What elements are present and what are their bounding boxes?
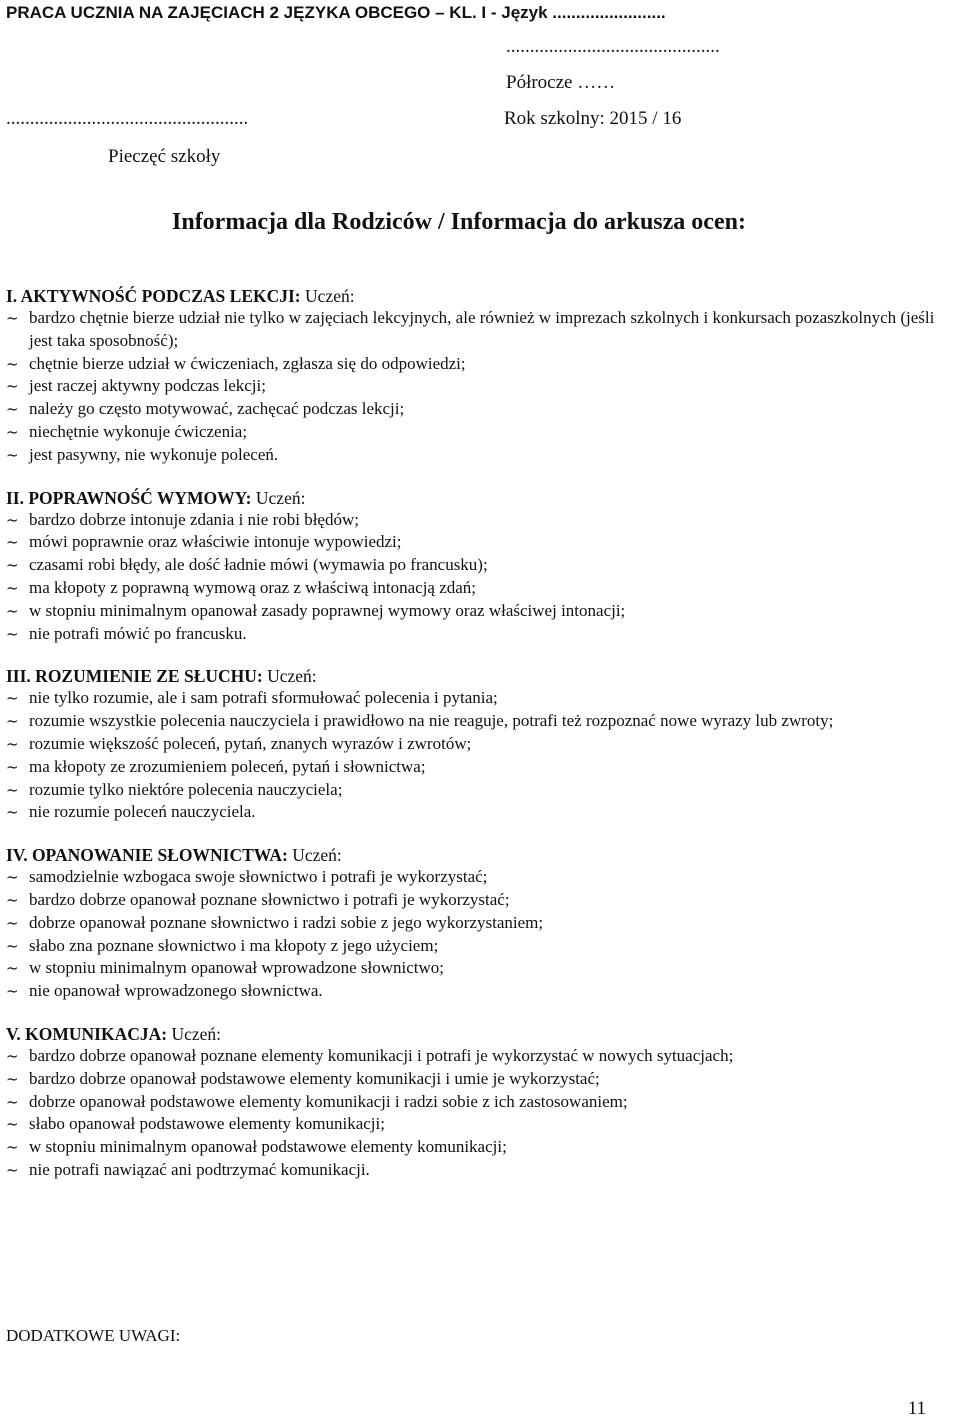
criterion-text: rozumie tylko niektóre polecenia nauczyciela; <box>29 779 343 799</box>
tilde-bullet-icon: ~ <box>6 712 19 731</box>
semester-label: Półrocze …… <box>506 72 616 93</box>
section-heading: II. POPRAWNOŚĆ WYMOWY: <box>6 487 252 508</box>
criteria-list <box>6 687 952 824</box>
tilde-bullet-icon: ~ <box>6 1092 19 1111</box>
list-item <box>6 307 952 353</box>
list-item <box>6 1136 952 1159</box>
section <box>6 665 952 824</box>
criterion-text: bardzo dobrze intonuje zdania i nie robi błędów; <box>29 509 359 529</box>
criterion-text: ma kłopoty z poprawną wymową oraz z właściwą intonacją zdań; <box>29 577 477 597</box>
tilde-bullet-icon: ~ <box>6 400 19 419</box>
criterion-text: nie potrafi nawiązać ani podtrzymać komunikacji. <box>29 1159 370 1179</box>
list-item <box>6 957 952 980</box>
tilde-bullet-icon: ~ <box>6 868 19 887</box>
section-heading: V. KOMUNIKACJA: <box>6 1023 168 1044</box>
criterion-text: słabo opanował podstawowe elementy komunikacji; <box>29 1114 385 1134</box>
tilde-bullet-icon: ~ <box>6 377 19 396</box>
tilde-bullet-icon: ~ <box>6 689 19 708</box>
section <box>6 1023 952 1182</box>
tilde-bullet-icon: ~ <box>6 445 19 464</box>
school-stamp-label: Pieczęć szkoły <box>108 146 221 167</box>
tilde-bullet-icon: ~ <box>6 803 19 822</box>
section-subject: Uczeń: <box>262 666 317 687</box>
tilde-bullet-icon: ~ <box>6 1069 19 1088</box>
list-item <box>6 756 952 779</box>
list-item <box>6 1068 952 1091</box>
list-item <box>6 710 952 733</box>
criteria-list <box>6 307 952 467</box>
section <box>6 487 952 646</box>
criterion-text: czasami robi błędy, ale dość ładnie mówi (wymawia po francusku); <box>29 555 488 575</box>
tilde-bullet-icon: ~ <box>6 1160 19 1179</box>
list-item <box>6 398 952 421</box>
criteria-list <box>6 509 952 646</box>
list-item <box>6 779 952 802</box>
assessment-sections <box>6 285 952 1202</box>
criterion-text: bardzo dobrze opanował poznane słownictwo i potrafi je wykorzystać; <box>29 889 510 909</box>
dotted-line-left: ................................................... <box>6 108 249 129</box>
tilde-bullet-icon: ~ <box>6 890 19 909</box>
criterion-text: chętnie bierze udział w ćwiczeniach, zgłasza się do odpowiedzi; <box>29 353 466 373</box>
list-item <box>6 1045 952 1068</box>
criterion-text: bardzo chętnie bierze udział nie tylko w zajęciach lekcyjnych, ale również w imprezach szkolnych i konkursach pozaszkolnych (jeśli jest taka sposobność); <box>29 308 935 350</box>
tilde-bullet-icon: ~ <box>6 601 19 620</box>
section-subject: Uczeń: <box>251 487 306 508</box>
section-subject: Uczeń: <box>167 1023 222 1044</box>
criterion-text: nie potrafi mówić po francusku. <box>29 623 247 643</box>
section-title <box>6 1023 952 1045</box>
tilde-bullet-icon: ~ <box>6 1115 19 1134</box>
criterion-text: samodzielnie wzbogaca swoje słownictwo i potrafi je wykorzystać; <box>29 867 488 887</box>
section-title <box>6 844 952 866</box>
list-item <box>6 935 952 958</box>
list-item <box>6 1113 952 1136</box>
list-item <box>6 733 952 756</box>
school-year-label: Rok szkolny: 2015 / 16 <box>504 108 682 129</box>
section-title <box>6 285 952 307</box>
criterion-text: bardzo dobrze opanował podstawowe elementy komunikacji i umie je wykorzystać; <box>29 1068 600 1088</box>
section-heading: IV. OPANOWANIE SŁOWNICTWA: <box>6 845 288 866</box>
tilde-bullet-icon: ~ <box>6 734 19 753</box>
criterion-text: słabo zna poznane słownictwo i ma kłopoty z jego użyciem; <box>29 935 439 955</box>
list-item <box>6 801 952 824</box>
info-title: Informacja dla Rodziców / Informacja do arkusza ocen: <box>172 209 746 235</box>
tilde-bullet-icon: ~ <box>6 1138 19 1157</box>
criterion-text: nie rozumie poleceń nauczyciela. <box>29 802 256 822</box>
criterion-text: bardzo dobrze opanował poznane elementy komunikacji i potrafi je wykorzystać w nowych sytuacjach; <box>29 1045 734 1065</box>
list-item <box>6 980 952 1003</box>
section-title <box>6 665 952 687</box>
criterion-text: nie tylko rozumie, ale i sam potrafi sformułować polecenia i pytania; <box>29 688 498 708</box>
list-item <box>6 600 952 623</box>
tilde-bullet-icon: ~ <box>6 959 19 978</box>
criterion-text: rozumie większość poleceń, pytań, znanych wyrazów i zwrotów; <box>29 733 472 753</box>
section-subject: Uczeń: <box>300 286 355 306</box>
tilde-bullet-icon: ~ <box>6 982 19 1001</box>
tilde-bullet-icon: ~ <box>6 936 19 955</box>
criterion-text: nie opanował wprowadzonego słownictwa. <box>29 981 323 1001</box>
criterion-text: w stopniu minimalnym opanował podstawowe elementy komunikacji; <box>29 1137 507 1157</box>
list-item <box>6 554 952 577</box>
criterion-text: w stopniu minimalnym opanował wprowadzone słownictwo; <box>29 958 445 978</box>
list-item <box>6 1091 952 1114</box>
criterion-text: rozumie wszystkie polecenia nauczyciela i prawidłowo na nie reaguje, potrafi też rozpoznać nowe wyrazy lub zwroty; <box>29 711 834 731</box>
criterion-text: jest pasywny, nie wykonuje poleceń. <box>29 444 279 464</box>
list-item <box>6 531 952 554</box>
tilde-bullet-icon: ~ <box>6 533 19 552</box>
list-item <box>6 866 952 889</box>
tilde-bullet-icon: ~ <box>6 624 19 643</box>
list-item <box>6 509 952 532</box>
tilde-bullet-icon: ~ <box>6 422 19 441</box>
list-item <box>6 1159 952 1182</box>
dotted-line-right: ............................................. <box>506 36 720 57</box>
tilde-bullet-icon: ~ <box>6 309 19 327</box>
criterion-text: dobrze opanował poznane słownictwo i radzi sobie z jego wykorzystaniem; <box>29 912 544 932</box>
criteria-list <box>6 1045 952 1182</box>
section-heading: III. ROZUMIENIE ZE SŁUCHU: <box>6 666 263 687</box>
list-item <box>6 421 952 444</box>
tilde-bullet-icon: ~ <box>6 757 19 776</box>
criterion-text: niechętnie wykonuje ćwiczenia; <box>29 421 248 441</box>
section <box>6 844 952 1003</box>
criterion-text: ma kłopoty ze zrozumieniem poleceń, pytań i słownictwa; <box>29 756 426 776</box>
list-item <box>6 375 952 398</box>
tilde-bullet-icon: ~ <box>6 913 19 932</box>
tilde-bullet-icon: ~ <box>6 780 19 799</box>
list-item <box>6 889 952 912</box>
list-item <box>6 444 952 467</box>
additional-remarks-label: DODATKOWE UWAGI: <box>6 1326 181 1345</box>
tilde-bullet-icon: ~ <box>6 510 19 529</box>
list-item <box>6 577 952 600</box>
criterion-text: dobrze opanował podstawowe elementy komunikacji i radzi sobie z ich zastosowaniem; <box>29 1091 628 1111</box>
list-item <box>6 623 952 646</box>
section <box>6 285 952 467</box>
tilde-bullet-icon: ~ <box>6 578 19 597</box>
page-number: 11 <box>907 1398 926 1419</box>
tilde-bullet-icon: ~ <box>6 1046 19 1065</box>
section-heading: I. AKTYWNOŚĆ PODCZAS LEKCJI: <box>6 286 301 306</box>
section-title <box>6 487 952 509</box>
list-item <box>6 353 952 376</box>
criterion-text: jest raczej aktywny podczas lekcji; <box>29 376 266 396</box>
criteria-list <box>6 866 952 1003</box>
criterion-text: w stopniu minimalnym opanował zasady poprawnej wymowy oraz właściwej intonacji; <box>29 600 626 620</box>
section-subject: Uczeń: <box>287 845 342 866</box>
list-item <box>6 687 952 710</box>
tilde-bullet-icon: ~ <box>6 354 19 373</box>
tilde-bullet-icon: ~ <box>6 556 19 575</box>
criterion-text: należy go często motywować, zachęcać podczas lekcji; <box>29 399 405 419</box>
document-header: PRACA UCZNIA NA ZAJĘCIACH 2 JĘZYKA OBCEGO – KL. I - Język ........................ <box>6 3 666 22</box>
criterion-text: mówi poprawnie oraz właściwie intonuje wypowiedzi; <box>29 532 402 552</box>
list-item <box>6 912 952 935</box>
